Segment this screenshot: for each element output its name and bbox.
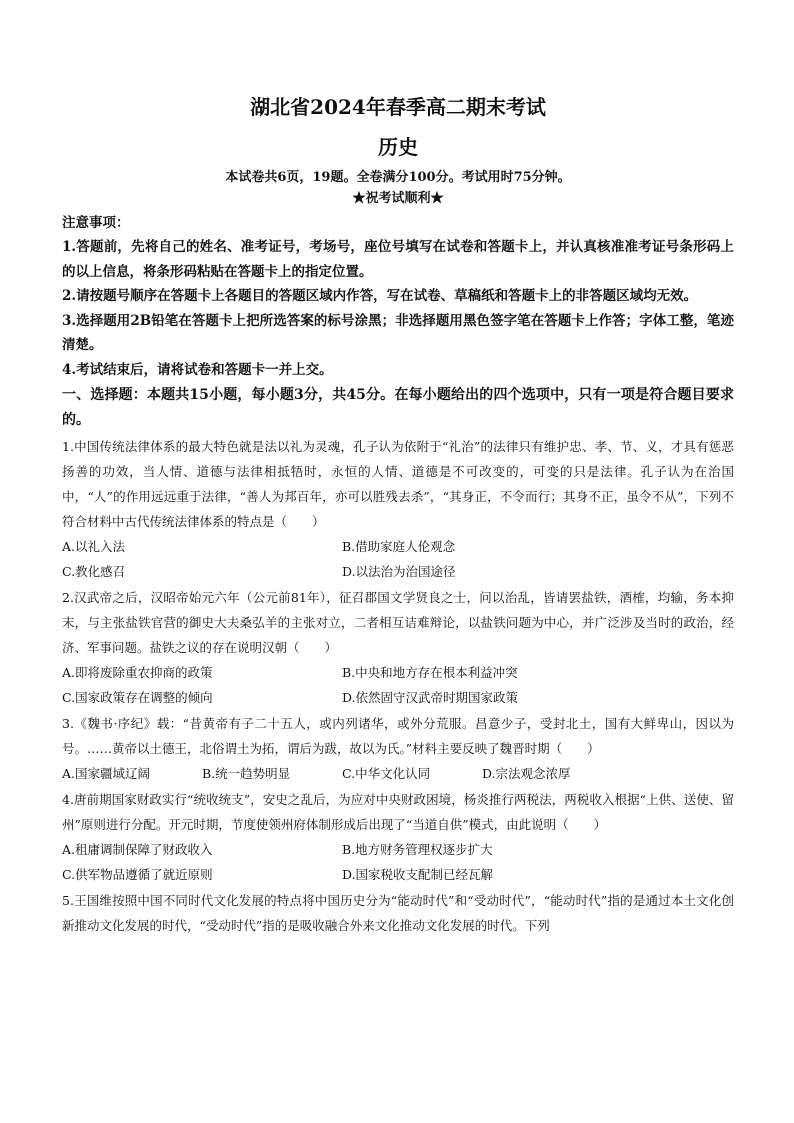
question-3 bbox=[62, 711, 734, 786]
option-b: B.借助家庭人伦观念 bbox=[342, 539, 456, 554]
question-options bbox=[62, 837, 734, 887]
option-b: B.中央和地方存在根本利益冲突 bbox=[342, 665, 518, 680]
question-stem: 5.王国维按照中国不同时代文化发展的特点将中国历史分为“能动时代”和“受动时代”，“能动时代”指的是通过本土文化创新推动文化发展的时代，“受动时代”指的是吸收融合外来文化推动文化发展的时代。下列 bbox=[62, 893, 734, 933]
note-item: 1.答题前，先将自己的姓名、准考证号，考场号，座位号填写在试卷和答题卡上，并认真核准准考证号条形码上的以上信息，将条形码粘贴在答题卡上的指定位置。 bbox=[62, 239, 734, 280]
note-item: 4.考试结束后，请将试卷和答题卡一并上交。 bbox=[62, 361, 333, 378]
notes-title: 注意事项： bbox=[62, 215, 130, 231]
question-5 bbox=[62, 888, 734, 938]
option-d: D.以法治为治国途径 bbox=[342, 564, 456, 579]
option-a: A.以礼入法 bbox=[62, 539, 126, 554]
option-c: C.供军物品遵循了就近原则 bbox=[62, 867, 213, 882]
option-d: D.依然固守汉武帝时期国家政策 bbox=[342, 690, 519, 705]
option-b: B.地方财务管理权逐步扩大 bbox=[342, 842, 493, 857]
question-2 bbox=[62, 585, 734, 710]
exam-title: 湖北省2024年春季高二期末考试 bbox=[250, 95, 546, 119]
option-c: C.中华文化认同 bbox=[342, 766, 431, 781]
option-a: A.即将废除重农抑商的政策 bbox=[62, 665, 213, 680]
question-options bbox=[62, 660, 734, 710]
question-stem: 4.唐前期国家财政实行“统收统支”，安史之乱后，为应对中央财政困境，杨炎推行两税法，两税收入根据“上供、送使、留州”原则进行分配。开元时期，节度使领州府体制形成后出现了“当道自供”模式，由此说明（ ） bbox=[62, 792, 734, 832]
question-stem: 1.中国传统法律体系的最大特色就是法以礼为灵魂，孔子认为依附于“礼治”的法律只有维护忠、孝、节、义，才具有惩恶扬善的功效，当人情、道德与法律相抵牾时，永恒的人情、道德是不可改变的，可变的只是法律。孔子认为在治国中，“人”的作用远远重于法律，“善人为邦百年，亦可以胜残去杀”，“其身正，不令而行；其身不正，虽令不从”，下列不符合材料中古代传统法律体系的特点是（ ） bbox=[62, 439, 734, 529]
exam-info: 本试卷共6页，19题。全卷满分100分。考试用时75分钟。 bbox=[225, 170, 571, 185]
section-heading: 一、选择题：本题共15小题，每小题3分，共45分。在每小题给出的四个选项中，只有一项是符合题目要求的。 bbox=[62, 387, 734, 428]
option-c: C.教化感召 bbox=[62, 564, 126, 579]
exam-page bbox=[62, 92, 734, 938]
question-stem: 2.汉武帝之后，汉昭帝始元六年（公元前81年），征召郡国文学贤良之士，问以治乱，皆请罢盐铁，酒榷，均输，务本抑末，与主张盐铁官营的御史大夫桑弘羊的主张对立，二者相互诘难辩论，以盐铁问题为中心，并广泛涉及当时的政治，经济、军事问题。盐铁之议的存在说明汉朝（ ） bbox=[62, 590, 734, 655]
option-d: D.宗法观念浓厚 bbox=[482, 766, 571, 781]
option-d: D.国家税收支配制已经瓦解 bbox=[342, 867, 494, 882]
option-b: B.统一趋势明显 bbox=[202, 766, 291, 781]
option-a: A.租庸调制保障了财政收入 bbox=[62, 842, 213, 857]
question-options bbox=[62, 534, 734, 584]
option-a: A.国家疆域辽阔 bbox=[62, 766, 151, 781]
question-options bbox=[62, 761, 734, 786]
option-c: C.国家政策存在调整的倾向 bbox=[62, 690, 213, 705]
exam-wish: ★祝考试顺利★ bbox=[352, 191, 444, 206]
note-item: 3.选择题用2B铅笔在答题卡上把所选答案的标号涂黑；非选择题用黑色签字笔在答题卡上作答；字体工整，笔迹清楚。 bbox=[62, 312, 734, 353]
note-item: 2.请按题号顺序在答题卡上各题目的答题区域内作答，写在试卷、草稿纸和答题卡上的非答题区域均无效。 bbox=[62, 288, 698, 304]
question-1 bbox=[62, 434, 734, 584]
question-stem: 3.《魏书·序纪》载：“昔黄帝有子二十五人，或内列诸华，或外分荒服。昌意少子，受封北土，国有大鲜卑山，因以为号。……黄帝以土德王，北俗谓土为拓，谓后为跋，故以为氏。”材料主要反映了魏晋时期（ ） bbox=[62, 716, 734, 756]
exam-subject: 历史 bbox=[378, 135, 418, 159]
question-4 bbox=[62, 787, 734, 887]
